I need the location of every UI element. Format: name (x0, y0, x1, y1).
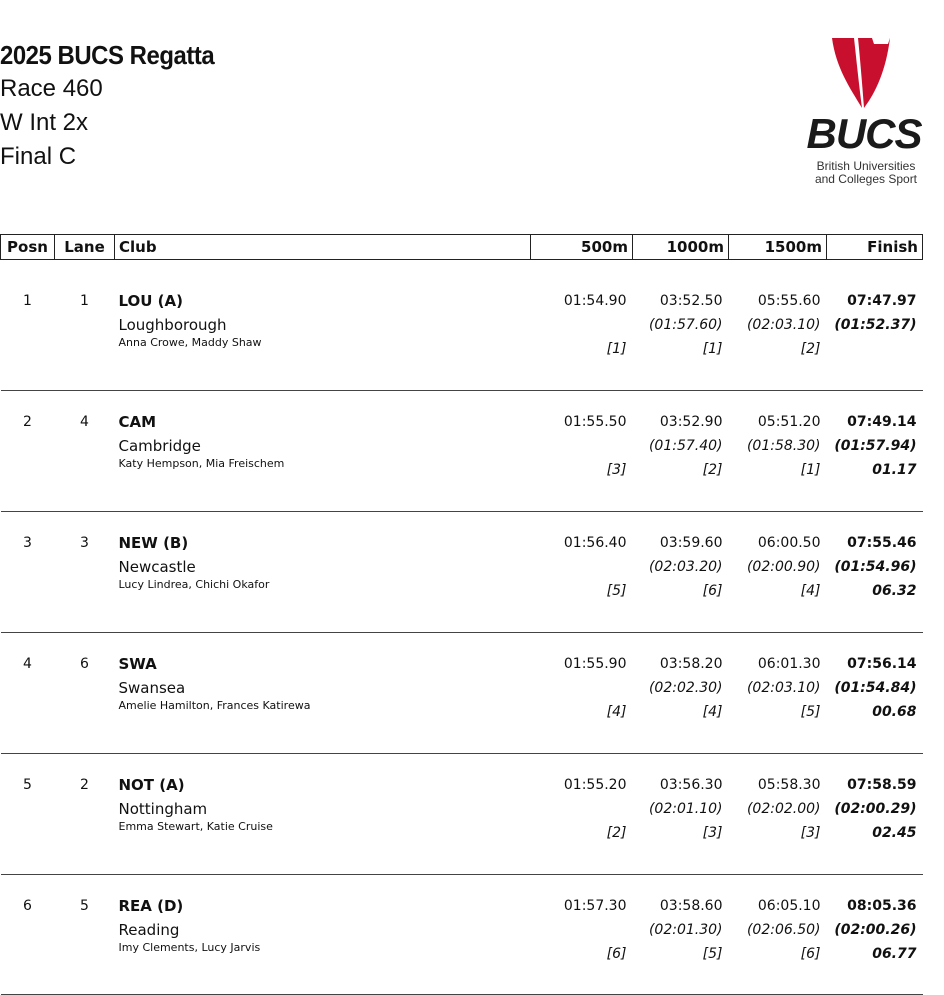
rank-1000m: [6] (702, 583, 723, 599)
time-500m: 01:55.50 (563, 414, 627, 430)
club-name: Loughborough (118, 316, 227, 334)
split-500m (531, 437, 627, 455)
position-cell (1, 391, 55, 512)
rank-500m: [3] (606, 462, 627, 478)
rank-1000m: [1] (702, 341, 723, 357)
split-500m-cell (531, 633, 633, 754)
time-1500m: 06:00.50 (757, 535, 821, 551)
split-500m (531, 316, 627, 334)
split-1500m: (02:00.90) (746, 559, 821, 575)
split-1000m-cell (633, 512, 729, 633)
finish-margin: 06.32 (872, 583, 917, 599)
lane: 4 (80, 414, 89, 430)
rank-500m: [5] (606, 583, 627, 599)
time-1500m: 06:05.10 (757, 898, 821, 914)
club-name: Cambridge (118, 437, 201, 455)
club-cell (115, 754, 531, 875)
lane-cell (55, 270, 115, 391)
finish-split: (01:57.94) (834, 438, 917, 454)
race-header (0, 38, 233, 174)
finish-cell (827, 391, 923, 512)
split-1000m: (02:01.30) (648, 922, 723, 938)
position: 6 (23, 898, 32, 914)
split-1000m: (02:02.30) (648, 680, 723, 696)
split-1000m: (02:03.20) (648, 559, 723, 575)
split-500m (531, 921, 627, 939)
time-1500m: 05:51.20 (757, 414, 821, 430)
finish-time: 07:56.14 (847, 656, 917, 672)
lane: 1 (80, 293, 89, 309)
header-row (1, 235, 923, 260)
split-1500m-cell (729, 875, 827, 995)
time-1500m: 05:55.60 (757, 293, 821, 309)
finish-margin (827, 340, 917, 358)
crew-code: NEW (B) (118, 534, 189, 552)
split-500m (531, 679, 627, 697)
time-500m: 01:55.20 (563, 777, 627, 793)
crew-members: Lucy Lindrea, Chichi Okafor (118, 578, 270, 591)
rank-1000m: [3] (702, 825, 723, 841)
bucs-shield-icon (828, 36, 892, 110)
crew-code: LOU (A) (118, 292, 183, 310)
lane-cell (55, 512, 115, 633)
position: 2 (23, 414, 32, 430)
finish-split: (02:00.29) (834, 801, 917, 817)
split-500m-cell (531, 270, 633, 391)
split-500m (531, 800, 627, 818)
club-name: Reading (118, 921, 180, 939)
finish-time: 07:55.46 (847, 535, 917, 551)
header-finish: Finish (827, 235, 923, 260)
finish-split: (02:00.26) (834, 922, 917, 938)
split-500m (531, 558, 627, 576)
time-1000m: 03:58.20 (659, 656, 723, 672)
time-1000m: 03:58.60 (659, 898, 723, 914)
time-500m: 01:55.90 (563, 656, 627, 672)
position: 4 (23, 656, 32, 672)
finish-time: 07:58.59 (847, 777, 917, 793)
finish-time: 08:05.36 (847, 898, 917, 914)
split-1000m: (02:01.10) (648, 801, 723, 817)
finish-margin: 02.45 (872, 825, 917, 841)
split-1500m: (02:02.00) (746, 801, 821, 817)
race-number: Race 460 (0, 75, 103, 102)
finish-cell (827, 875, 923, 995)
table-row (1, 875, 923, 995)
lane-cell (55, 754, 115, 875)
split-1500m-cell (729, 512, 827, 633)
position-cell (1, 875, 55, 995)
split-1000m: (01:57.40) (648, 438, 723, 454)
rank-1500m: [1] (800, 462, 821, 478)
split-1000m-cell (633, 633, 729, 754)
lane-cell (55, 875, 115, 995)
header-gap (1, 260, 923, 271)
bucs-wordmark: BUCS (806, 110, 922, 157)
time-1000m: 03:59.60 (659, 535, 723, 551)
regatta-title: 2025 BUCS Regatta (0, 40, 215, 70)
time-1000m: 03:56.30 (659, 777, 723, 793)
split-1500m-cell (729, 270, 827, 391)
club-cell (115, 512, 531, 633)
time-1500m: 06:01.30 (757, 656, 821, 672)
rank-1500m: [5] (800, 704, 821, 720)
rank-1500m: [2] (800, 341, 821, 357)
crew-members: Amelie Hamilton, Frances Katirewa (118, 699, 311, 712)
split-1500m: (02:03.10) (746, 317, 821, 333)
club-cell (115, 270, 531, 391)
position-cell (1, 633, 55, 754)
split-1000m-cell (633, 391, 729, 512)
bucs-logo (800, 36, 926, 188)
bucs-tagline: British Universities and Colleges Sport (814, 159, 918, 186)
split-500m-cell (531, 391, 633, 512)
finish-time: 07:47.97 (847, 293, 917, 309)
club-cell (115, 633, 531, 754)
results-table (0, 234, 923, 995)
lane-cell (55, 391, 115, 512)
club-name: Nottingham (118, 800, 208, 818)
header-posn: Posn (1, 235, 55, 260)
rank-1500m: [3] (800, 825, 821, 841)
header-1000m: 1000m (633, 235, 729, 260)
split-1000m: (01:57.60) (648, 317, 723, 333)
finish-cell (827, 270, 923, 391)
lane: 6 (80, 656, 89, 672)
header-lane: Lane (55, 235, 115, 260)
position-cell (1, 270, 55, 391)
finish-cell (827, 512, 923, 633)
club-name: Swansea (118, 679, 186, 697)
table-row (1, 270, 923, 391)
time-500m: 01:57.30 (563, 898, 627, 914)
rank-500m: [1] (606, 341, 627, 357)
position: 5 (23, 777, 32, 793)
finish-margin: 00.68 (872, 704, 917, 720)
split-1500m-cell (729, 391, 827, 512)
header-club: Club (115, 235, 531, 260)
split-1500m: (02:03.10) (746, 680, 821, 696)
crew-members: Imy Clements, Lucy Jarvis (118, 941, 261, 954)
split-1500m-cell (729, 754, 827, 875)
rank-1500m: [4] (800, 583, 821, 599)
split-1500m-cell (729, 633, 827, 754)
crew-code: SWA (118, 655, 157, 673)
finish-split: (01:54.84) (834, 680, 917, 696)
rank-1000m: [5] (702, 946, 723, 962)
crew-code: CAM (118, 413, 157, 431)
finish-split: (01:52.37) (834, 317, 917, 333)
table-row (1, 754, 923, 875)
position-cell (1, 512, 55, 633)
time-1000m: 03:52.50 (659, 293, 723, 309)
header-1500m: 1500m (729, 235, 827, 260)
lane: 3 (80, 535, 89, 551)
table-row (1, 391, 923, 512)
table-row (1, 512, 923, 633)
split-500m-cell (531, 754, 633, 875)
split-1500m: (02:06.50) (746, 922, 821, 938)
time-500m: 01:54.90 (563, 293, 627, 309)
round-name: Final C (0, 143, 77, 170)
header-500m: 500m (531, 235, 633, 260)
position-cell (1, 754, 55, 875)
crew-code: REA (D) (118, 897, 184, 915)
finish-split: (01:54.96) (834, 559, 917, 575)
split-1500m: (01:58.30) (746, 438, 821, 454)
time-500m: 01:56.40 (563, 535, 627, 551)
finish-cell (827, 754, 923, 875)
split-1000m-cell (633, 270, 729, 391)
split-500m-cell (531, 512, 633, 633)
rank-1000m: [4] (702, 704, 723, 720)
club-cell (115, 391, 531, 512)
finish-cell (827, 633, 923, 754)
crew-code: NOT (A) (118, 776, 185, 794)
position: 1 (23, 293, 32, 309)
position: 3 (23, 535, 32, 551)
rank-1500m: [6] (800, 946, 821, 962)
time-1500m: 05:58.30 (757, 777, 821, 793)
rank-500m: [2] (606, 825, 627, 841)
time-1000m: 03:52.90 (659, 414, 723, 430)
finish-margin: 06.77 (872, 946, 917, 962)
split-500m-cell (531, 875, 633, 995)
lane: 5 (80, 898, 89, 914)
club-cell (115, 875, 531, 995)
club-name: Newcastle (118, 558, 196, 576)
lane-cell (55, 633, 115, 754)
rank-1000m: [2] (702, 462, 723, 478)
crew-members: Anna Crowe, Maddy Shaw (118, 336, 262, 349)
lane: 2 (80, 777, 89, 793)
rank-500m: [4] (606, 704, 627, 720)
rank-500m: [6] (606, 946, 627, 962)
event-name: W Int 2x (0, 109, 89, 136)
table-row (1, 633, 923, 754)
crew-members: Emma Stewart, Katie Cruise (118, 820, 273, 833)
finish-time: 07:49.14 (847, 414, 917, 430)
crew-members: Katy Hempson, Mia Freischem (118, 457, 285, 470)
finish-margin: 01.17 (872, 462, 917, 478)
split-1000m-cell (633, 875, 729, 995)
split-1000m-cell (633, 754, 729, 875)
